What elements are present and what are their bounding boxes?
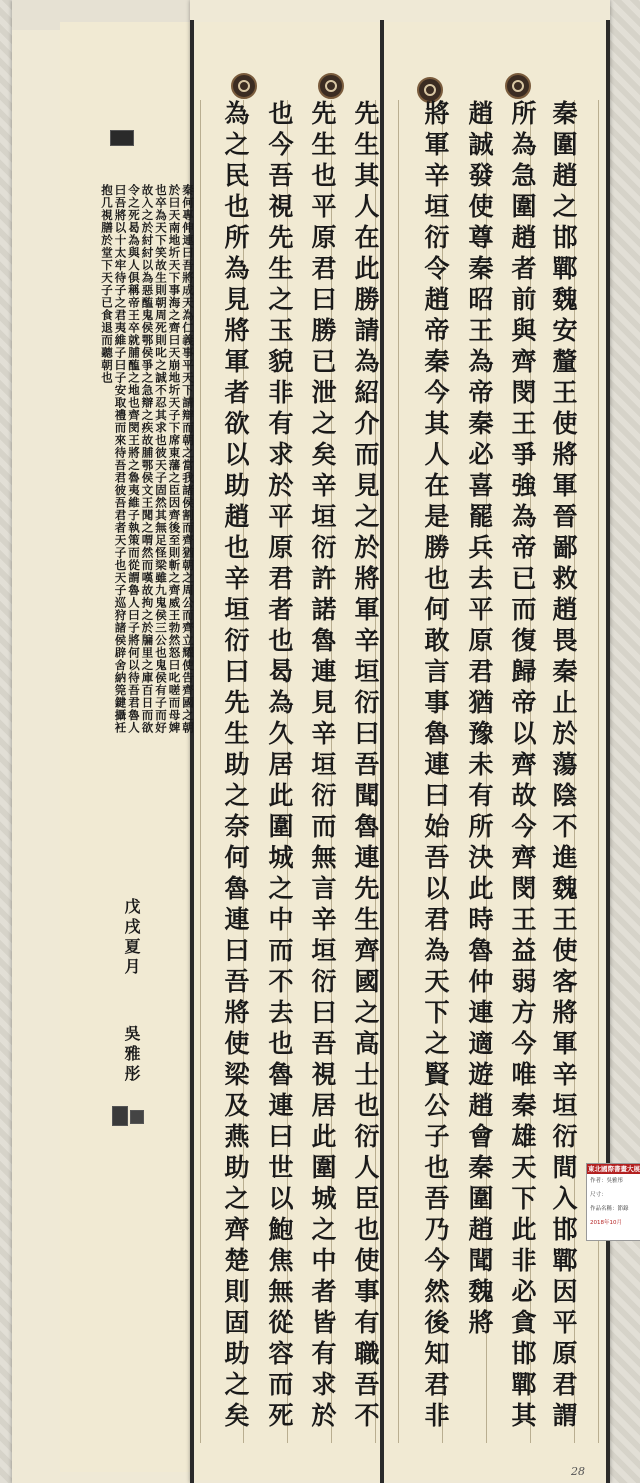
calligraphy-column: 先生其人在此勝請為紹介而見之於將軍辛垣衍曰吾聞魯連先生齊國之高士也衍人臣也使事有職吾不 <box>351 100 380 1433</box>
date-signature: 戊戌夏月 <box>122 898 141 978</box>
name-seal-icon <box>130 1110 144 1124</box>
seal-icon <box>318 73 344 99</box>
label-row: 作品名稱：節錄 <box>590 1206 629 1212</box>
left-small-calligraphy: 秦何專伸連曰吾將成天為仁義事平天下請辯而朝之當我諸侯割而齊猶朝之周公而齊立耀使告齊國之朝於曰天南地圻天下事海之齊曰天崩地圻天子下席東藩之臣因齊後至則斬之齊威王勃然怒曰叱嗟而母婢也卒為天下笑故生則朝周死則叱之誠不忍其求也彼天子固然其無足怪梁雖九鬼侯三公也鬼侯有子而好故入之於紂紂以為惡醢鬼侯鄂侯爭之急辯之疾故脯鄂侯文王聞之喟然而嘆故拘之於牖里之庫百日而欲令之死曷為與人俱稱帝王卒就脯醢之地也齊閔王將之魯夷維子執策而從謂魯人曰子將何以待吾君魯人曰吾將以十太牢待子之君夷維子曰子安取禮而來待吾君彼吾君者天子也天子巡狩諸侯辟舍納筦鍵攝衽抱几視膳於堂下天子已食退而聽朝也 <box>100 184 195 734</box>
calligraphy-column: 為之民也所為見將軍者欲以助趙也辛垣衍曰先生助之奈何魯連曰吾將使梁及燕助之齊楚則固助之矣 <box>221 100 250 1433</box>
label-row: 作者：吳雅彤 <box>590 1178 624 1184</box>
calligraphy-column: 趙誠發使尊秦昭王為帝秦必喜罷兵去平原君猶豫未有所決此時魯仲連適遊趙會秦圍趙聞魏將 <box>465 100 494 1340</box>
label-footer: 2018年10月 <box>590 1220 622 1226</box>
seal-icon <box>505 73 531 99</box>
calligraphy-column: 將軍辛垣衍令趙帝秦今其人在是勝也何敢言事魯連曰始吾以君為天下之賢公子也吾乃今然後知君非 <box>421 100 450 1433</box>
stamp-icon <box>110 130 134 146</box>
exhibition-label-card <box>586 1163 640 1241</box>
label-row: 尺寸： <box>590 1192 607 1198</box>
artist-name-signature: 吳雅彤 <box>122 1025 141 1085</box>
name-seal-icon <box>112 1106 128 1126</box>
calligraphy-column: 也今吾視先生之玉貌非有求於平原君者也曷為久居此圍城之中而不去也魯連曰世以鮑焦無從容而死 <box>265 100 294 1433</box>
seal-icon <box>231 73 257 99</box>
calligraphy-column: 先生也平原君曰勝已泄之矣辛垣衍許諾魯連見辛垣衍而無言辛垣衍曰吾視居此圍城之中者皆有求於 <box>308 100 337 1433</box>
page-mark: 28 <box>571 1465 585 1478</box>
label-header: 東北國際書畫大展 <box>588 1165 640 1173</box>
calligraphy-column: 所為急圍趙者前與齊閔王爭強為帝已而復歸帝以齊故今齊閔王益弱方今唯秦雄天下此非必貪邯鄲其 <box>508 100 537 1433</box>
calligraphy-column: 秦圍趙之邯鄲魏安釐王使將軍晉鄙救趙畏秦止於蕩陰不進魏王使客將軍辛垣衍間入邯鄲因平原君謂 <box>549 100 578 1433</box>
scroll-rod-right <box>606 20 610 1483</box>
